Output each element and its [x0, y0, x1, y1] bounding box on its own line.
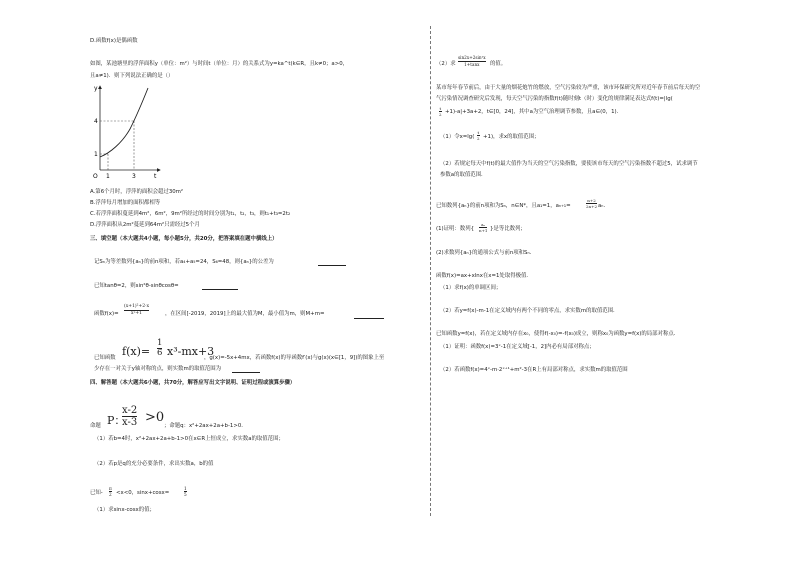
- question-22: 已知函数y=f(x)，若在定义域内存在x₀，使得f(-x₀)=-f(x₀)成立，则称x₀为函数y=f(x)的局部对称点．: [436, 331, 680, 337]
- question-20-part1-suffix: }是等比数列；: [490, 226, 526, 232]
- question-15-numerator: (x+1)²+2·x: [124, 304, 150, 309]
- question-21-part1: （1）求f(x)的单调区间；: [440, 285, 502, 291]
- question-20-part1-fraction: aₙ n+1: [479, 222, 488, 233]
- question-18-fraction-pi: π 2: [109, 486, 112, 497]
- question-15-suffix: ，在区间[-2019，2019]上的最大值为M，最小值为m，则M+m=: [165, 311, 325, 317]
- question-16-prefix: 已知函数: [94, 355, 116, 361]
- exponential-graph: [92, 83, 164, 183]
- question-19-part1-fraction: t 2: [477, 130, 480, 141]
- question-16-formula-rhs: x³-mx+3: [167, 345, 215, 358]
- graph-x-tick-3: 3: [132, 173, 136, 180]
- question-19-part2-line1: （2）若规定每天中f(t)的最大值作为当天的空气污染指数，要使该市每天的空气污染指数不超过5，试求调节: [440, 161, 698, 167]
- question-19-part2-line2: 参数a的取值范围．: [440, 172, 487, 178]
- question-17-gt: >0: [145, 410, 165, 425]
- graph-x-label: t: [154, 173, 157, 180]
- question-20: 已知数列{aₙ}的前n项和为Sₙ，n∈N*，且a₁=1，aₙ₊₁=: [436, 203, 571, 209]
- question-20-part1: (1)证明：数列{: [436, 226, 475, 232]
- question-19-part1-suffix: +1)，求x的取值范围；: [483, 134, 540, 140]
- question-18-part2-numerator: sin2x+2sin²x: [458, 55, 486, 60]
- question-21-part2: （2）若y=f(x)-m-1在定义域内有两个不同的零点，求实数m的取值范围．: [440, 308, 619, 314]
- question-18-middle: <x<0，sinx+cosx=: [116, 490, 170, 496]
- column-divider: [430, 26, 431, 516]
- question-16-denominator: 6: [157, 348, 163, 358]
- question-19-line3: +1)-a|+3a+2，t∈[0，24]，其中a为空气治理调节参数，且a∈(0，1)．: [445, 109, 623, 115]
- question-16-suffix: ，g(x)=-5x+4mx，若函数f(x)的导函数f′(x)与g(x)(x∈[1，9])的图象上至: [204, 355, 385, 361]
- question-13: 记Sₙ为等差数列{aₙ}的前n项和，若a₄+a₅=24，S₆=48，则{aₙ}的公差为: [94, 259, 274, 265]
- question-18-fraction-value: 1 5: [184, 486, 187, 497]
- graph-y-label: y: [94, 85, 98, 92]
- question-duckweed-line2: 且a≠1)．则下列说法正确的是（）: [90, 73, 174, 79]
- question-17-p-label: P：: [107, 414, 126, 427]
- question-17-part2: （2）若p是q的充分必要条件，求出实数a，b的值: [94, 461, 214, 467]
- graph-y-tick-4: 4: [94, 118, 98, 125]
- question-18-part2-prefix: （2）求: [436, 61, 456, 67]
- question-16-numerator: 1: [157, 338, 163, 348]
- question-21: 函数f(x)=ax+xlnx在x=1处取得极值．: [436, 273, 532, 279]
- question-19-line2: 气污染情况调查研究后发现，每天空气污染的指数f(t)随时刻t（时）变化的规律满足表达式f(t)=|lg(: [436, 96, 673, 102]
- question-20-part2: (2)求数列{aₙ}的通项公式与前n项和Sₙ．: [436, 250, 536, 256]
- question-18-part2-denominator: 1+tanx: [464, 62, 480, 67]
- option-a: A.第6个月时，浮萍的面积会超过30m²: [90, 189, 184, 195]
- question-17-proposition-q: ；命题q：x²+2ax+2a+b-1>0．: [164, 423, 247, 429]
- question-17-label: 命题: [90, 423, 101, 429]
- answer-blank-15[interactable]: [354, 318, 384, 319]
- question-17-part1: （1）若b=4时，x²+2ax+2a+b-1>0在x∈R上恒成立，求实数a的取值范围；: [94, 436, 284, 442]
- answer-blank-13[interactable]: [318, 265, 346, 266]
- question-20-fraction: [586, 198, 597, 209]
- question-19-fraction-t: t 2: [439, 106, 442, 117]
- question-17-denominator: x-3: [122, 417, 138, 428]
- question-15-prefix: 函数f(x)=: [94, 311, 119, 317]
- option-d: D.浮萍面积从2m²蔓延到64m²只需经过5个月: [90, 222, 200, 228]
- answer-blank-16[interactable]: [232, 372, 260, 373]
- option-d-even-function: D.函数f(x)是偶函数: [90, 38, 138, 44]
- option-b: B.浮萍每月增加的面积都相等: [90, 200, 161, 206]
- question-20-numerator: n+2: [587, 198, 596, 203]
- question-20-denominator: 2n+2: [586, 204, 598, 209]
- question-22-part2: （2）若函数f(x)=4ˣ-m·2ˣ⁺¹+m²-3在R上有局部对称点，求实数m的取值范围: [440, 367, 628, 373]
- question-18-part2-fraction: [458, 55, 486, 68]
- graph-x-tick-1: 1: [106, 173, 110, 180]
- question-16-fraction: [157, 339, 162, 358]
- question-16-formula-lhs: f(x)=: [122, 345, 151, 358]
- question-17-fraction: [122, 405, 137, 428]
- question-16-line2: 少存在一对关于y轴对称的点，则实数m的取值范围为: [94, 366, 222, 372]
- section-4-heading: 四、解答题（本大题共6小题，共70分，解答应写出文字说明、证明过程或演算步骤）: [90, 380, 296, 386]
- option-c: C.若浮萍面积蔓延到4m²，6m²，9m²所经过的时间分别为t₁，t₂，t₃，则t₁+t₃=2t₂: [90, 211, 291, 217]
- question-14: 已知tanθ=2，则sin²θ-sinθcosθ=: [94, 283, 179, 289]
- question-20-suffix: aₙ．: [598, 203, 609, 209]
- question-18-part2-suffix: 的值。: [490, 61, 507, 67]
- section-3-heading: 三、填空题（本大题共4小题，每小题5分，共20分，把答案填在题中横线上）: [90, 236, 278, 242]
- question-18-prefix: 已知-: [90, 490, 103, 496]
- question-15-fraction: [124, 304, 149, 317]
- question-duckweed-line1: 如图，某池塘里的浮萍面积y（单位：m²）与时间t（单位：月）的关系式为y=ka^t(k∈R，且k≠0；a>0，: [90, 61, 349, 67]
- graph-origin: O: [93, 173, 98, 180]
- question-19-line1: 某市每年春节前后，由于大量的烟花炮竹的燃放，空气污染较为严重，该市环保研究所对近年春节前后每天的空: [436, 85, 701, 91]
- question-19-part1: （1）令x=lg(: [440, 134, 475, 140]
- answer-blank-14[interactable]: [202, 289, 238, 290]
- question-18-part1: （1）求sinx-cosx的值；: [94, 507, 155, 513]
- question-22-part1: （1）证明：函数f(x)=3ˣ-1在定义域[-1，2]内必有局部对称点；: [440, 344, 595, 350]
- question-17-numerator: x-2: [122, 405, 138, 416]
- graph-y-tick-1: 1: [94, 151, 98, 158]
- question-15-denominator: x²+1: [131, 311, 143, 316]
